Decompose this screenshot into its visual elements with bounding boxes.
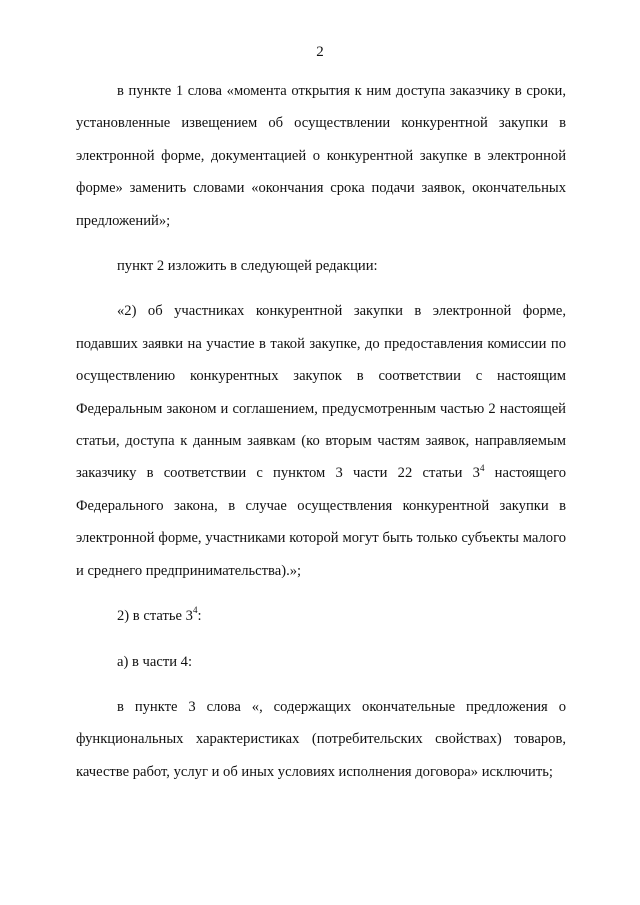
paragraph-point-1-replacement: в пункте 1 слова «момента открытия к ним доступа заказчику в сроки, установленные извещением об осуществлении конкурентной закупки в электронной форме, документацией о конкурентной закупке в электронной форме» заменить словами «окончания срока подачи заявок, окончательных предложений»; (76, 83, 566, 229)
paragraph-point-2-intro: пункт 2 изложить в следующей редакции: (117, 258, 378, 275)
paragraph-article-amendment (76, 600, 566, 632)
page-number: 2 (316, 44, 324, 60)
paragraph-text-after-superscript: : (197, 608, 202, 625)
paragraph-point-2-new-text (76, 295, 566, 587)
paragraph-text-before-superscript: «2) об участниках конкурентной закупки в электронной форме, подавших заявки на участие в такой закупке, до предоставления комиссии по осуществлению конкурентных закупок в соответствии с настоящим Федеральным законом и соглашением, предусмотренным частью 2 настоящей статьи, доступа к данным заявкам (ко вторым частям заявок, направляемым заказчику в соответствии с пунктом 3 части 22 статьи 3 (76, 303, 566, 482)
paragraph-part-4: а) в части 4: (117, 653, 193, 670)
paragraph-text-after-superscript: настоящего Федерального закона, в случае осуществления конкурентной закупки в электронной форме, участниками которой могут быть только субъекты малого и среднего предпринимательства).»; (76, 465, 566, 579)
article-superscript: 4 (192, 605, 198, 616)
document-body (76, 75, 566, 801)
paragraph-point-3-deletion: в пункте 3 слова «, содержащих окончательные предложения о функциональных характеристиках (потребительских свойствах) товаров, качестве работ, услуг и об иных условиях исполнения договора» исключить; (76, 698, 566, 780)
article-superscript: 4 (479, 462, 485, 473)
paragraph-text-before-superscript: 2) в статье 3 (117, 608, 193, 625)
